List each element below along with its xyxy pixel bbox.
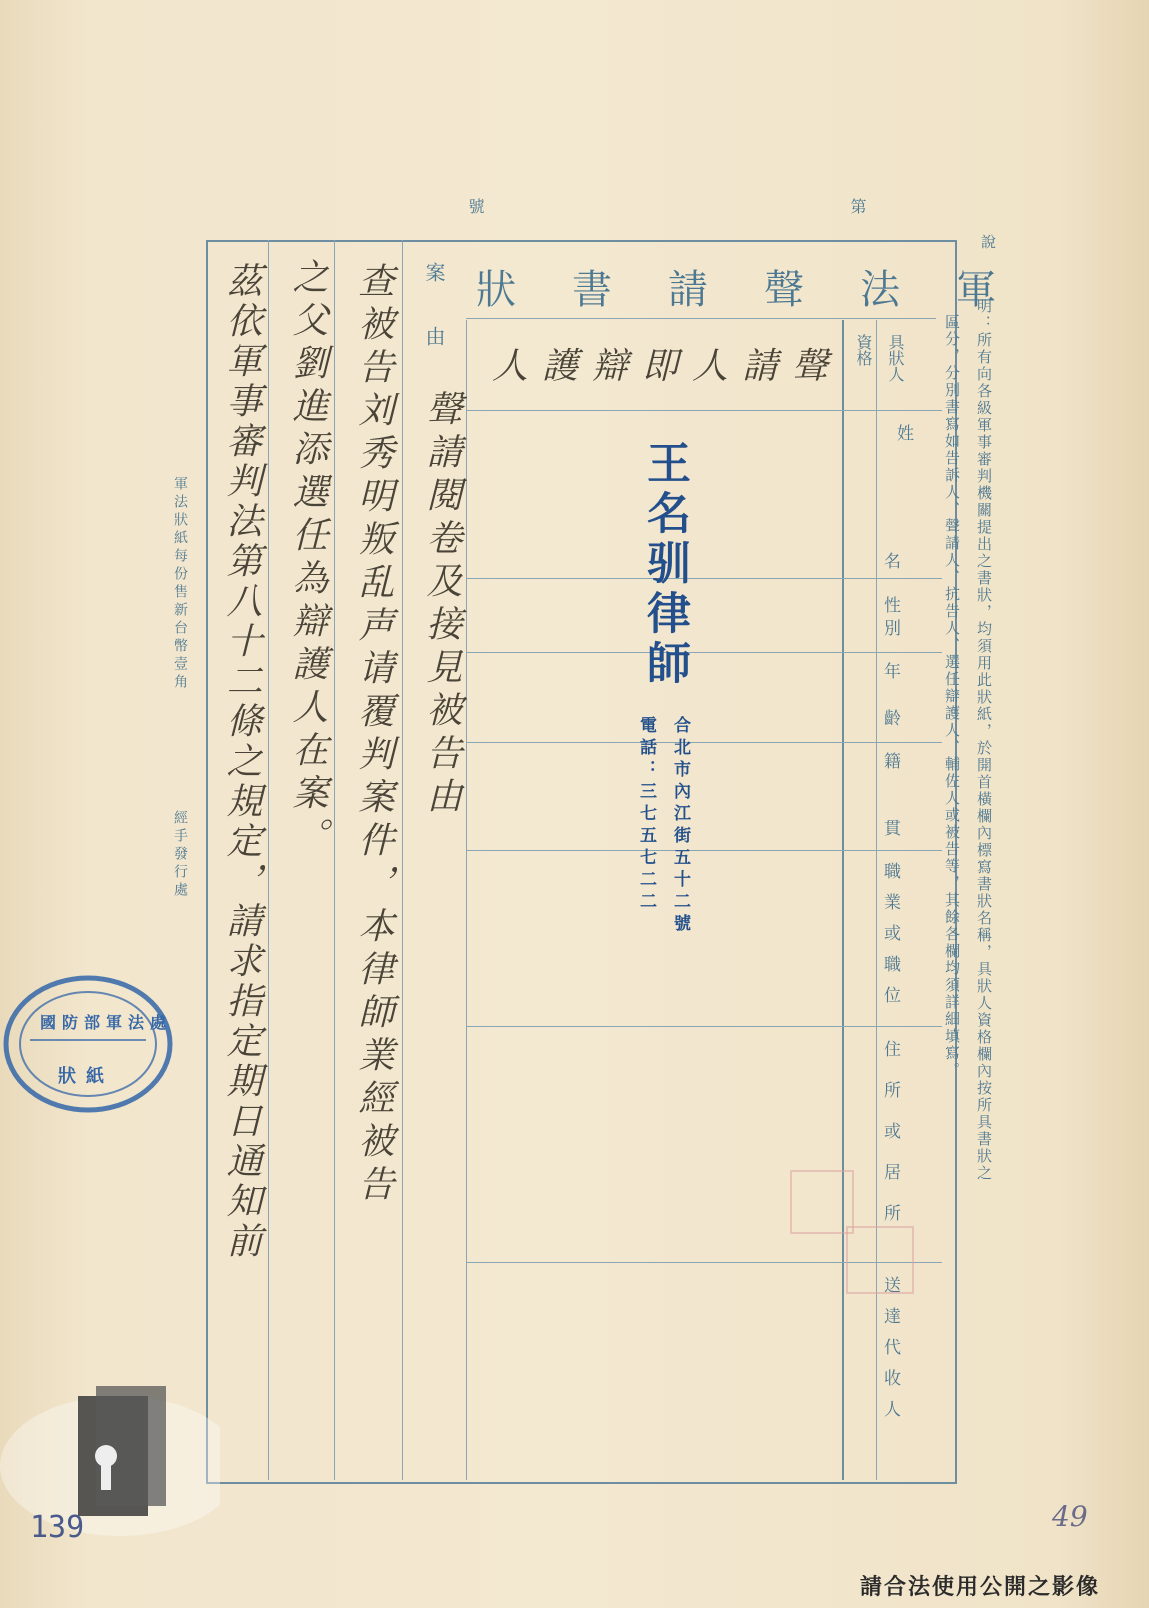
case-reason-label: 案由: [422, 262, 446, 390]
form-title: 軍法聲請書狀: [476, 267, 1052, 313]
body-line-2: 之父劉進添選任為辯護人在案。: [287, 258, 328, 860]
military-court-seal: [0, 968, 180, 1120]
row-divider: [466, 850, 942, 851]
number-label-hao: 號: [466, 198, 485, 214]
red-stamp: [846, 1226, 914, 1294]
number-label-di: 第: [848, 198, 867, 214]
seal-text: 國防部軍法處: [40, 1013, 173, 1032]
field-column-border: [842, 320, 844, 1480]
instructions-label: 說: [979, 234, 997, 249]
case-reason-text: 聲請閱卷及接見被告由: [421, 390, 462, 820]
lawyer-name-stamp: 王名驯律師: [639, 440, 690, 690]
price-note: 軍法狀紙每份售新台幣壹角: [172, 476, 188, 692]
field-surname: 姓: [893, 424, 913, 441]
field-service-agent: 送達代收人: [880, 1276, 900, 1431]
instructions-text-2: 區分，分別書寫如告訴人、聲請人、抗告人、選任辯護人、輔佐人或被告等，其餘各欄均須詳細填寫。: [943, 314, 961, 1079]
field-residence: 住所或居所: [880, 1040, 900, 1245]
field-origin: 籍貫: [880, 752, 900, 886]
qualification-label-1: 具狀人: [886, 334, 905, 382]
field-name: 名: [880, 552, 900, 569]
qualification-label-2: 資格: [854, 334, 873, 366]
row-divider: [466, 1026, 942, 1027]
title-underline: [466, 318, 936, 319]
row-divider: [466, 578, 942, 579]
page-number: 139: [30, 1510, 85, 1545]
instructions-text-1: 明：所有向各級軍事審判機關提出之書狀，均須用此狀紙，於開首橫欄內標寫書狀名稱，具狀人資格欄內按所具書狀之: [975, 298, 993, 1182]
issuer-label: 經手發行處: [172, 810, 188, 900]
seal-subtext: 狀紙: [58, 1066, 114, 1087]
label-column-border: [876, 320, 877, 1480]
handwritten-number: 49: [1052, 1500, 1088, 1533]
row-divider: [466, 410, 942, 411]
row-divider: [466, 742, 942, 743]
lawyer-address-stamp: 合北市內江街五十二號: [670, 716, 690, 936]
red-stamp: [790, 1170, 854, 1234]
body-column-border: [268, 240, 269, 1480]
qualification-value: 聲請人即辯護人: [492, 346, 843, 387]
body-line-3: 茲依軍事審判法第八十二條之規定，請求指定期日通知前: [221, 262, 262, 1262]
row-divider: [466, 652, 942, 653]
field-sex: 性別: [880, 596, 900, 642]
lawyer-phone-stamp: 電話：三七五七二二: [636, 716, 656, 914]
field-occupation: 職業或職位: [880, 862, 900, 1017]
body-column-border: [334, 240, 335, 1480]
field-age: 年齡: [880, 662, 900, 756]
body-line-1: 查被告刘秀明叛乱声请覆判案件，本律師業經被告: [353, 262, 394, 1208]
case-column-border: [402, 240, 403, 1480]
archive-notice: 請合法使用公開之影像: [860, 1574, 1101, 1600]
